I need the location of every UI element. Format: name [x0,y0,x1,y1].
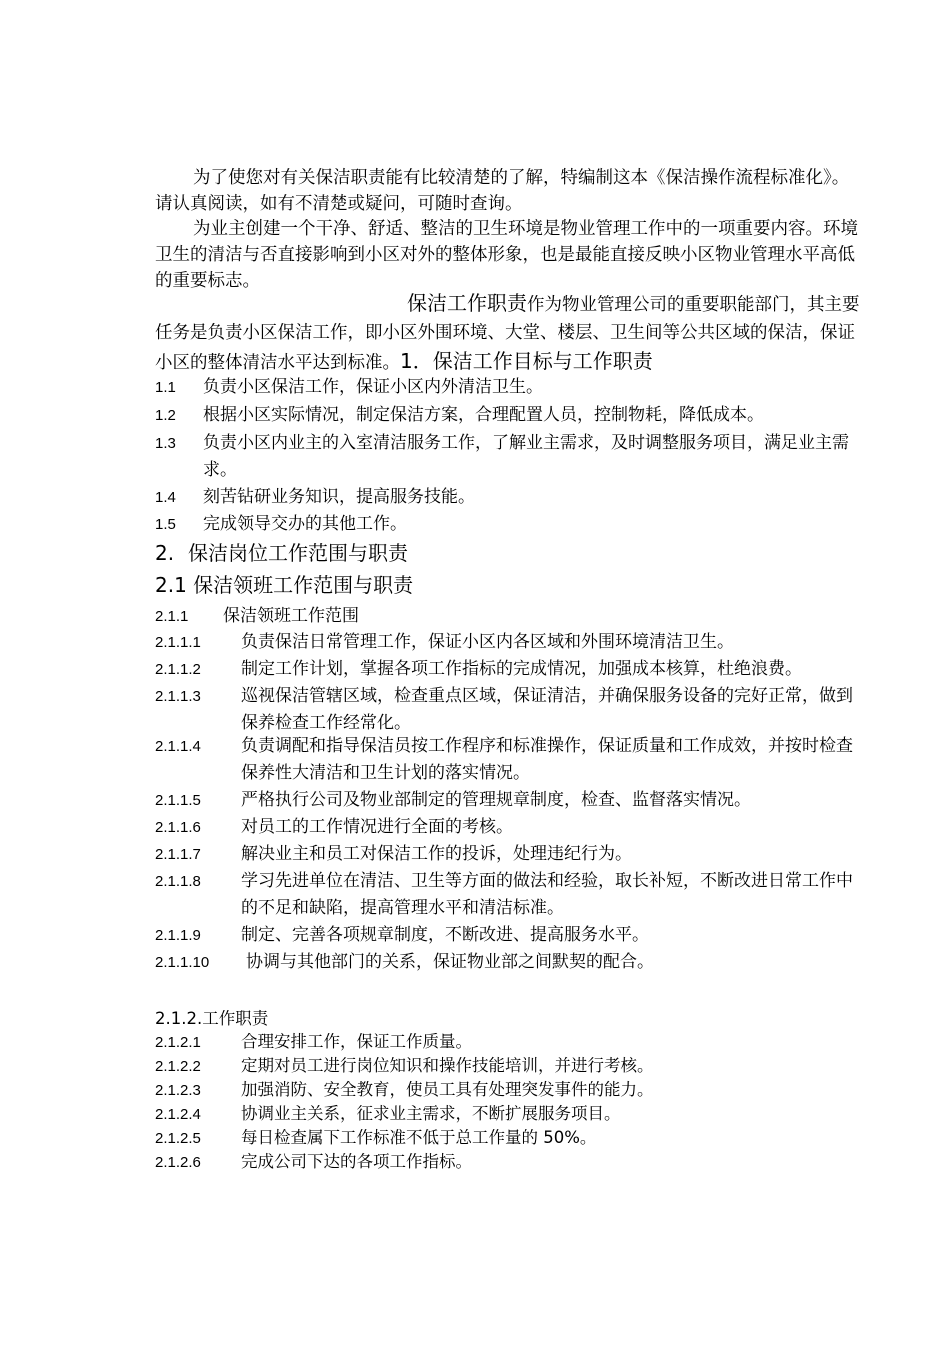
list-item [155,1078,870,1103]
heading-number: 2.1.1 [155,608,189,625]
item-text: 巡视保洁管辖区域，检查重点区域，保证清洁，并确保服务设备的完好正常，做到保养检查工作经常化。 [241,686,853,733]
item-text: 解决业主和员工对保洁工作的投诉，处理违纪行为。 [241,844,632,864]
item-number: 2.1.2.6 [155,1154,201,1171]
item-number: 1.1 [155,379,176,396]
heading-text: 保洁领班工作范围 [223,606,359,626]
list-item [155,402,870,429]
subsection-heading: 2.1 保洁领班工作范围与职责 [155,573,414,597]
item-number: 1.4 [155,489,176,506]
item-number: 2.1.2.3 [155,1082,201,1099]
duty-heading: 2.1.2.工作职责 [155,1009,269,1028]
item-text: 制定、完善各项规章制度，不断改进、提高服务水平。 [241,925,649,945]
heading-text: 保洁岗位工作范围与职责 [188,541,408,565]
item-text: 学习先进单位在清洁、卫生等方面的做法和经验，取长补短，不断改进日常工作中的不足和缺陷，提高管理水平和清洁标准。 [241,871,853,918]
item-number: 2.1.1.9 [155,927,201,944]
list-item [155,949,870,976]
section-2-heading [155,538,870,568]
item-text: 制定工作计划，掌握各项工作指标的完成情况，加强成本核算，杜绝浪费。 [241,659,802,679]
item-text: 协调业主关系，征求业主需求，不断扩展服务项目。 [241,1104,621,1123]
duty-heading-inline: 保洁工作职责 [407,291,527,315]
list-item [155,814,870,841]
item-number: 2.1.1.5 [155,792,201,809]
item-number: 2.1.1.3 [155,688,201,705]
item-text: 完成领导交办的其他工作。 [203,514,407,534]
item-number: 2.1.1.6 [155,819,201,836]
list-item [155,1126,870,1151]
item-text: 严格执行公司及物业部制定的管理规章制度，检查、监督落实情况。 [241,790,751,810]
list-item [155,484,870,511]
intro-paragraph-2: 为业主创建一个干净、舒适、整洁的卫生环境是物业管理工作中的一项重要内容。环境卫生的清洁与否直接影响到小区对外的整体形象，也是最能直接反映小区物业管理水平高低的重要标志。 [155,219,858,291]
item-number: 2.1.2.4 [155,1106,201,1123]
intro-paragraph-3-body: 作为物业管理公司的重要职能部门，其主要任务是负责小区保洁工作，即小区外围环境、大堂、楼层、卫生间等公共区域的保洁，保证小区的整体清洁水平达到标准。 [155,295,860,373]
list-item [155,1030,870,1055]
item-text: 每日检查属下工作标准不低于总工作量的 50%。 [241,1128,597,1147]
item-number: 2.1.1.2 [155,661,201,678]
item-text: 合理安排工作，保证工作质量。 [241,1032,472,1051]
list-item [155,1150,870,1175]
list-item [155,733,865,786]
item-number: 1.5 [155,516,176,533]
list-item [155,868,865,921]
scope-heading [155,603,870,630]
intro-paragraph-3 [155,289,860,377]
item-number: 1.3 [155,435,176,452]
item-text: 负责小区内业主的入室清洁服务工作，了解业主需求，及时调整服务项目，满足业主需求。 [203,433,849,480]
item-text: 对员工的工作情况进行全面的考核。 [241,817,513,837]
heading-number: 2. [155,541,175,565]
item-text: 负责保洁日常管理工作，保证小区内各区域和外围环境清洁卫生。 [241,632,734,652]
list-item [155,683,865,736]
item-number: 2.1.2.5 [155,1130,201,1147]
item-number: 2.1.2.2 [155,1058,201,1075]
item-text: 负责小区保洁工作，保证小区内外清洁卫生。 [203,377,543,397]
list-item [155,922,870,949]
item-number: 2.1.2.1 [155,1034,201,1051]
list-item [155,1102,870,1127]
item-number: 1.2 [155,407,176,424]
list-item [155,1054,870,1079]
section-1-heading: 1．保洁工作目标与工作职责 [400,349,653,373]
list-item [155,511,870,538]
list-item [155,656,870,683]
intro-paragraph-1: 为了使您对有关保洁职责能有比较清楚的了解，特编制这本《保洁操作流程标准化》。请认真阅读，如有不清楚或疑问，可随时查询。 [155,168,850,214]
item-text: 协调与其他部门的关系，保证物业部之间默契的配合。 [246,952,654,972]
item-text: 根据小区实际情况，制定保洁方案，合理配置人员，控制物耗，降低成本。 [203,405,764,425]
item-text: 加强消防、安全教育，使员工具有处理突发事件的能力。 [241,1080,654,1099]
list-item [155,430,860,483]
list-item [155,841,870,868]
item-text: 完成公司下达的各项工作指标。 [241,1152,472,1171]
item-number: 2.1.1.10 [155,954,210,971]
list-item [155,629,870,656]
item-number: 2.1.1.1 [155,634,201,651]
item-text: 负责调配和指导保洁员按工作程序和标准操作，保证质量和工作成效，并按时检查保养性大清洁和卫生计划的落实情况。 [241,736,853,783]
list-item [155,374,870,401]
item-number: 2.1.1.4 [155,738,201,755]
item-number: 2.1.1.7 [155,846,201,863]
list-item [155,787,870,814]
item-number: 2.1.1.8 [155,873,201,890]
item-text: 刻苦钻研业务知识，提高服务技能。 [203,487,475,507]
item-text: 定期对员工进行岗位知识和操作技能培训，并进行考核。 [241,1056,654,1075]
